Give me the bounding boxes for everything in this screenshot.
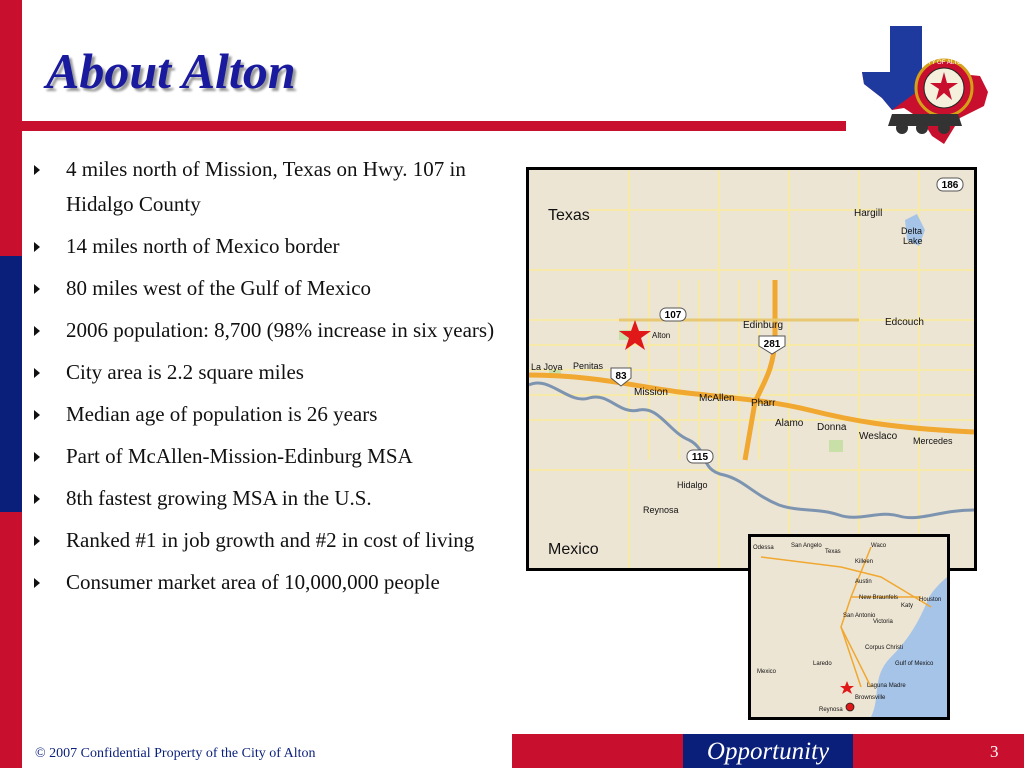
svg-text:Reynosa: Reynosa: [643, 505, 679, 515]
svg-text:281: 281: [763, 339, 781, 350]
left-accent-blue: [0, 256, 22, 512]
title-rule: [22, 121, 846, 131]
map-label-texas: Texas: [548, 207, 590, 224]
footer-tagline: Opportunity: [706, 738, 830, 765]
svg-text:Weslaco: Weslaco: [859, 431, 898, 442]
arrow-bullet-icon: [34, 242, 40, 252]
svg-text:New Braunfels: New Braunfels: [859, 595, 899, 601]
arrow-bullet-icon: [34, 410, 40, 420]
left-accent-red-bottom: [0, 512, 22, 768]
left-accent-red-top: [0, 0, 22, 256]
svg-text:McAllen: McAllen: [699, 393, 735, 404]
svg-text:Mercedes: Mercedes: [913, 436, 953, 446]
bullet-item: Median age of population is 26 years: [34, 397, 514, 432]
bullet-item: 80 miles west of the Gulf of Mexico: [34, 271, 514, 306]
svg-text:Reynosa: Reynosa: [819, 707, 843, 713]
arrow-bullet-icon: [34, 452, 40, 462]
svg-text:Houston: Houston: [919, 597, 942, 603]
bullet-item: 2006 population: 8,700 (98% increase in six years): [34, 313, 514, 348]
svg-text:Hidalgo: Hidalgo: [677, 480, 708, 490]
svg-text:83: 83: [615, 371, 627, 382]
svg-text:Pharr: Pharr: [751, 398, 776, 409]
arrow-bullet-icon: [34, 536, 40, 546]
bullet-list: [34, 152, 514, 607]
svg-text:Victoria: Victoria: [873, 619, 893, 625]
svg-text:Killeen: Killeen: [855, 559, 874, 565]
map-label-mexico: Mexico: [548, 541, 599, 558]
svg-text:Odessa: Odessa: [753, 545, 774, 551]
location-marker: [846, 703, 854, 711]
svg-text:Mexico: Mexico: [757, 669, 777, 675]
bullet-item: 8th fastest growing MSA in the U.S.: [34, 481, 514, 516]
svg-text:Delta: Delta: [901, 226, 923, 236]
svg-text:Donna: Donna: [817, 422, 847, 433]
svg-text:La Joya: La Joya: [531, 362, 563, 372]
svg-text:Gulf of Mexico: Gulf of Mexico: [895, 661, 934, 667]
svg-text:San Antonio: San Antonio: [843, 613, 876, 619]
bullet-item: 4 miles north of Mission, Texas on Hwy. 107 in Hidalgo County: [34, 152, 514, 222]
slide-title: About Alton: [46, 43, 296, 99]
svg-text:107: 107: [664, 310, 682, 321]
city-logo: [862, 26, 990, 148]
arrow-bullet-icon: [34, 494, 40, 504]
arrow-bullet-icon: [34, 578, 40, 588]
svg-text:Edinburg: Edinburg: [743, 320, 784, 331]
svg-text:Laguna Madre: Laguna Madre: [867, 683, 906, 689]
svg-text:Brownsville: Brownsville: [855, 695, 886, 701]
bullet-item: Consumer market area of 10,000,000 people: [34, 565, 514, 600]
svg-text:Hargill: Hargill: [854, 208, 883, 219]
area-map: [526, 167, 977, 571]
texas-inset-map: [748, 534, 950, 720]
svg-text:Penitas: Penitas: [573, 361, 604, 371]
svg-text:San Angelo: San Angelo: [791, 543, 822, 549]
svg-text:Texas: Texas: [825, 549, 841, 555]
svg-text:115: 115: [691, 452, 709, 463]
bullet-item: 14 miles north of Mexico border: [34, 229, 514, 264]
svg-text:Laredo: Laredo: [813, 661, 832, 667]
bullet-item: Part of McAllen-Mission-Edinburg MSA: [34, 439, 514, 474]
svg-text:Corpus Christi: Corpus Christi: [865, 645, 904, 651]
svg-text:Katy: Katy: [901, 603, 914, 609]
alton-star-inset: [840, 681, 854, 694]
svg-text:Alton: Alton: [652, 331, 671, 340]
svg-text:Alamo: Alamo: [775, 418, 804, 429]
arrow-bullet-icon: [34, 284, 40, 294]
page-number: 3: [990, 742, 999, 761]
copyright-text: © 2007 Confidential Property of the City of Alton: [35, 746, 316, 761]
svg-text:Mission: Mission: [634, 387, 668, 398]
svg-text:Lake: Lake: [903, 236, 923, 246]
arrow-bullet-icon: [34, 165, 40, 175]
arrow-bullet-icon: [34, 326, 40, 336]
bullet-item: City area is 2.2 square miles: [34, 355, 514, 390]
arrow-bullet-icon: [34, 368, 40, 378]
logo-text: CITY OF ALTON: [921, 60, 967, 66]
svg-text:Austin: Austin: [855, 579, 872, 585]
svg-text:Edcouch: Edcouch: [885, 317, 924, 328]
bullet-item: Ranked #1 in job growth and #2 in cost of living: [34, 523, 514, 558]
svg-text:Waco: Waco: [871, 543, 887, 549]
svg-text:186: 186: [941, 180, 959, 191]
